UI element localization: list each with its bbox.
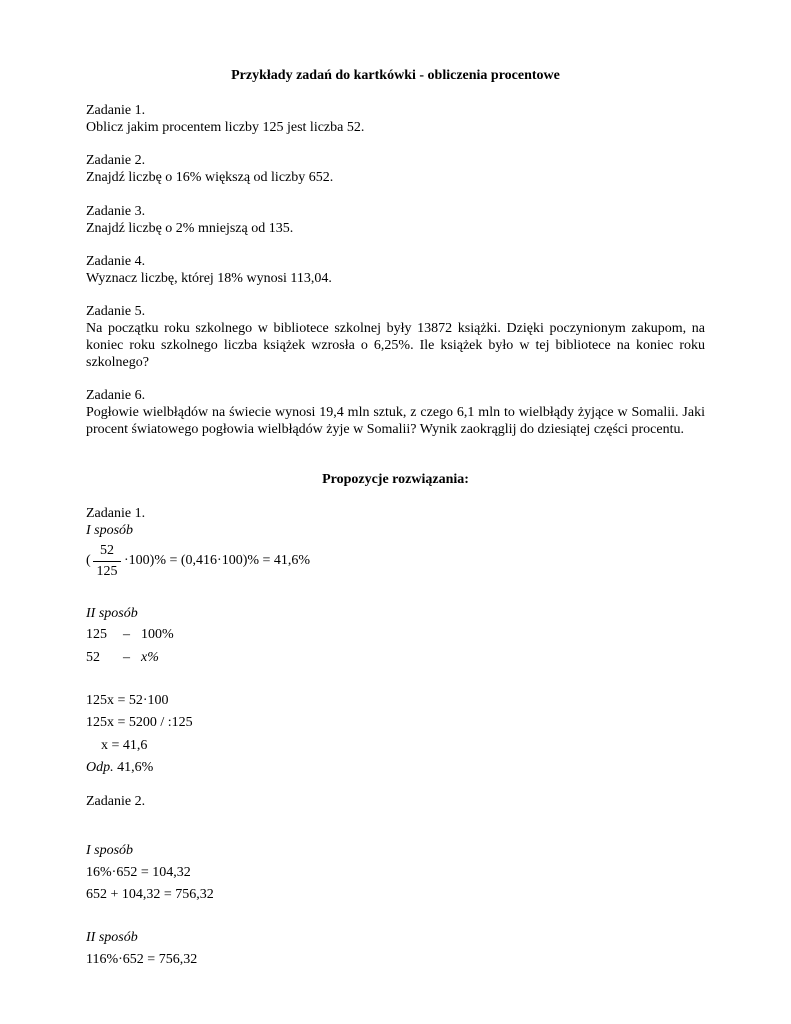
proportion-b-dash: – [123, 650, 130, 665]
solutions-heading: Propozycje rozwiązania: [322, 472, 469, 487]
equation-1: 125x = 52·100 [86, 693, 169, 708]
task-4-text: Wyznacz liczbę, której 18% wynosi 113,04. [86, 271, 332, 286]
task-2-label: Zadanie 2. [86, 153, 146, 168]
proportion-a-left: 125 [86, 627, 107, 642]
task-5-label: Zadanie 5. [86, 304, 146, 319]
equation-3: x = 41,6 [101, 738, 148, 753]
fraction-denominator: 125 [96, 564, 118, 579]
solution-1-method-2: II sposób [86, 606, 138, 621]
solution-2-method-2: II sposób [86, 930, 138, 945]
answer-label: Odp. [86, 760, 114, 775]
fraction-rest: ·100)% = (0,416·100)% = 41,6% [124, 553, 311, 568]
proportion-a-dash: – [123, 627, 130, 642]
equation-2: 125x = 5200 / :125 [86, 715, 193, 730]
task-1-label: Zadanie 1. [86, 103, 146, 118]
proportion-b-right: x% [141, 650, 159, 665]
solution-1-label: Zadanie 1. [86, 506, 146, 521]
proportion-a-right: 100% [141, 627, 174, 642]
task-3-label: Zadanie 3. [86, 204, 146, 219]
task-1-text: Oblicz jakim procentem liczby 125 jest liczba 52. [86, 120, 365, 135]
solution-2-method-1: I sposób [86, 843, 134, 858]
answer-line [86, 759, 153, 776]
task-4-label: Zadanie 4. [86, 254, 146, 269]
answer-value: 41,6% [117, 760, 154, 775]
task-6-text: Pogłowie wielbłądów na świecie wynosi 19,4 mln sztuk, z czego 6,1 mln to wielbłądy żyjące w Somalii. Jaki procent światowego pogłowia wielbłądów żyje w Somalii? Wynik zaokrąglij do dziesiątej części procentu. [86, 405, 705, 437]
task-5-text: Na początku roku szkolnego w bibliotece szkolnej były 13872 książki. Dzięki poczynionym zakupom, na koniec roku szkolnego liczba książek wzrosła o 6,25%. Ile książek było w tej bibliotece na koniec roku szkolnego? [86, 321, 705, 370]
solution-2-line-1: 16%·652 = 104,32 [86, 865, 191, 880]
solution-1-method-1: I sposób [86, 523, 134, 538]
solution-2-line-2: 652 + 104,32 = 756,32 [86, 887, 214, 902]
task-2-text: Znajdź liczbę o 16% większą od liczby 652. [86, 170, 334, 185]
fraction-bar [93, 561, 121, 562]
fraction-numerator: 52 [100, 543, 114, 558]
proportion-b-left: 52 [86, 650, 100, 665]
open-paren: ( [86, 553, 91, 568]
task-6-label: Zadanie 6. [86, 388, 146, 403]
solution-2-line-3: 116%·652 = 756,32 [86, 952, 198, 967]
document-title: Przykłady zadań do kartkówki - obliczenia procentowe [231, 68, 560, 83]
task-3-text: Znajdź liczbę o 2% mniejszą od 135. [86, 221, 294, 236]
solution-2-label: Zadanie 2. [86, 794, 146, 809]
